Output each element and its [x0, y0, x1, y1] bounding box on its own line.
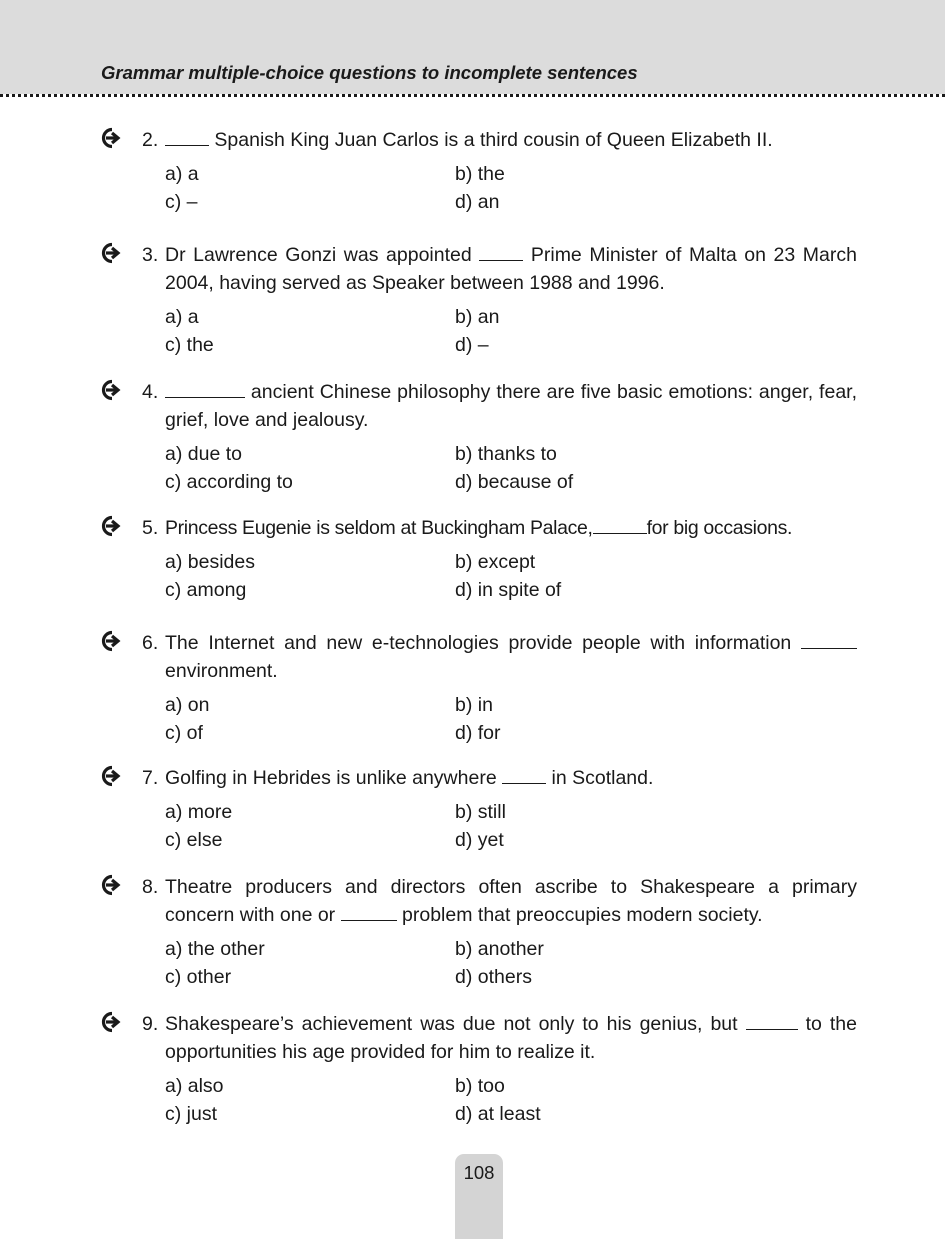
answer-blank	[502, 768, 546, 784]
option-b[interactable]: b) another	[455, 938, 544, 960]
answer-options	[165, 935, 857, 991]
option-b[interactable]: b) thanks to	[455, 443, 557, 465]
option-a[interactable]: a) the other	[165, 938, 265, 960]
question-text: Spanish King Juan Carlos is a third cousin of Queen Elizabeth II.	[165, 126, 857, 154]
option-c[interactable]: c) of	[165, 722, 203, 744]
dotted-divider	[0, 94, 945, 97]
option-c[interactable]: c) the	[165, 334, 214, 356]
option-d[interactable]: d) in spite of	[455, 579, 562, 601]
question-7	[101, 764, 857, 854]
arrow-circle-icon	[101, 242, 123, 264]
option-b[interactable]: b) in	[455, 694, 493, 716]
answer-blank	[746, 1014, 798, 1030]
question-number: 3.	[142, 244, 159, 266]
arrow-circle-icon	[101, 379, 123, 401]
answer-blank	[165, 130, 209, 146]
question-number: 9.	[142, 1013, 159, 1035]
question-number: 7.	[142, 767, 159, 789]
answer-blank	[593, 518, 647, 534]
arrow-circle-icon	[101, 630, 123, 652]
answer-options	[165, 303, 857, 359]
option-a[interactable]: a) also	[165, 1075, 224, 1097]
question-text: Golfing in Hebrides is unlike anywhere in Scotland.	[165, 767, 654, 789]
question-number: 4.	[142, 381, 159, 403]
option-d[interactable]: d) at least	[455, 1103, 541, 1125]
question-text: Theatre producers and directors often ascribe to Shakespeare a primary concern with one or problem that preoccupies modern society.	[165, 876, 857, 926]
answer-blank	[801, 633, 857, 649]
question-text: Dr Lawrence Gonzi was appointed Prime Minister of Malta on 23 March 2004, having served as Speaker between 1988 and 1996.	[165, 244, 857, 294]
option-a[interactable]: a) a	[165, 163, 199, 185]
question-3	[101, 241, 857, 359]
option-d[interactable]: d) because of	[455, 471, 574, 493]
option-b[interactable]: b) the	[455, 163, 505, 185]
option-d[interactable]: d) –	[455, 334, 489, 356]
answer-blank	[479, 245, 523, 261]
question-8	[101, 873, 857, 991]
option-d[interactable]: d) others	[455, 966, 532, 988]
question-number: 6.	[142, 632, 159, 654]
question-number: 2.	[142, 129, 159, 151]
option-c[interactable]: c) according to	[165, 471, 293, 493]
question-5	[101, 514, 857, 604]
option-c[interactable]: c) other	[165, 966, 232, 988]
question-text: Shakespeare’s achievement was due not only to his genius, but to the opportunities his age provided for him to realize it.	[165, 1013, 857, 1063]
question-6	[101, 629, 857, 747]
option-c[interactable]: c) just	[165, 1103, 218, 1125]
option-b[interactable]: b) too	[455, 1075, 505, 1097]
option-a[interactable]: a) due to	[165, 443, 242, 465]
option-b[interactable]: b) still	[455, 801, 506, 823]
answer-options	[165, 798, 857, 854]
answer-options	[165, 548, 857, 604]
option-a[interactable]: a) a	[165, 306, 199, 328]
question-number: 5.	[142, 517, 159, 539]
arrow-circle-icon	[101, 765, 123, 787]
option-c[interactable]: c) –	[165, 191, 198, 213]
answer-blank	[165, 382, 245, 398]
question-text: Princess Eugenie is seldom at Buckingham Palace, for big occasions.	[165, 517, 793, 539]
answer-options	[165, 1072, 857, 1128]
question-4	[101, 378, 857, 496]
option-c[interactable]: c) else	[165, 829, 223, 851]
answer-options	[165, 160, 857, 216]
arrow-circle-icon	[101, 1011, 123, 1033]
answer-options	[165, 440, 857, 496]
page-number: 108	[463, 1162, 495, 1183]
arrow-circle-icon	[101, 515, 123, 537]
answer-blank	[341, 905, 397, 921]
arrow-circle-icon	[101, 874, 123, 896]
page-title: Grammar multiple-choice questions to incomplete sentences	[101, 62, 638, 83]
question-number: 8.	[142, 876, 159, 898]
question-9	[101, 1010, 857, 1128]
arrow-circle-icon	[101, 127, 123, 149]
question-text: ancient Chinese philosophy there are five basic emotions: anger, fear, grief, love and jealousy.	[165, 381, 857, 431]
option-d[interactable]: d) for	[455, 722, 501, 744]
option-a[interactable]: a) on	[165, 694, 210, 716]
answer-options	[165, 691, 857, 747]
option-b[interactable]: b) an	[455, 306, 500, 328]
option-c[interactable]: c) among	[165, 579, 247, 601]
option-a[interactable]: a) besides	[165, 551, 255, 573]
option-b[interactable]: b) except	[455, 551, 536, 573]
option-d[interactable]: d) yet	[455, 829, 504, 851]
question-2	[101, 126, 857, 216]
question-text: The Internet and new e-technologies provide people with information environment.	[165, 629, 857, 685]
option-d[interactable]: d) an	[455, 191, 500, 213]
option-a[interactable]: a) more	[165, 801, 233, 823]
